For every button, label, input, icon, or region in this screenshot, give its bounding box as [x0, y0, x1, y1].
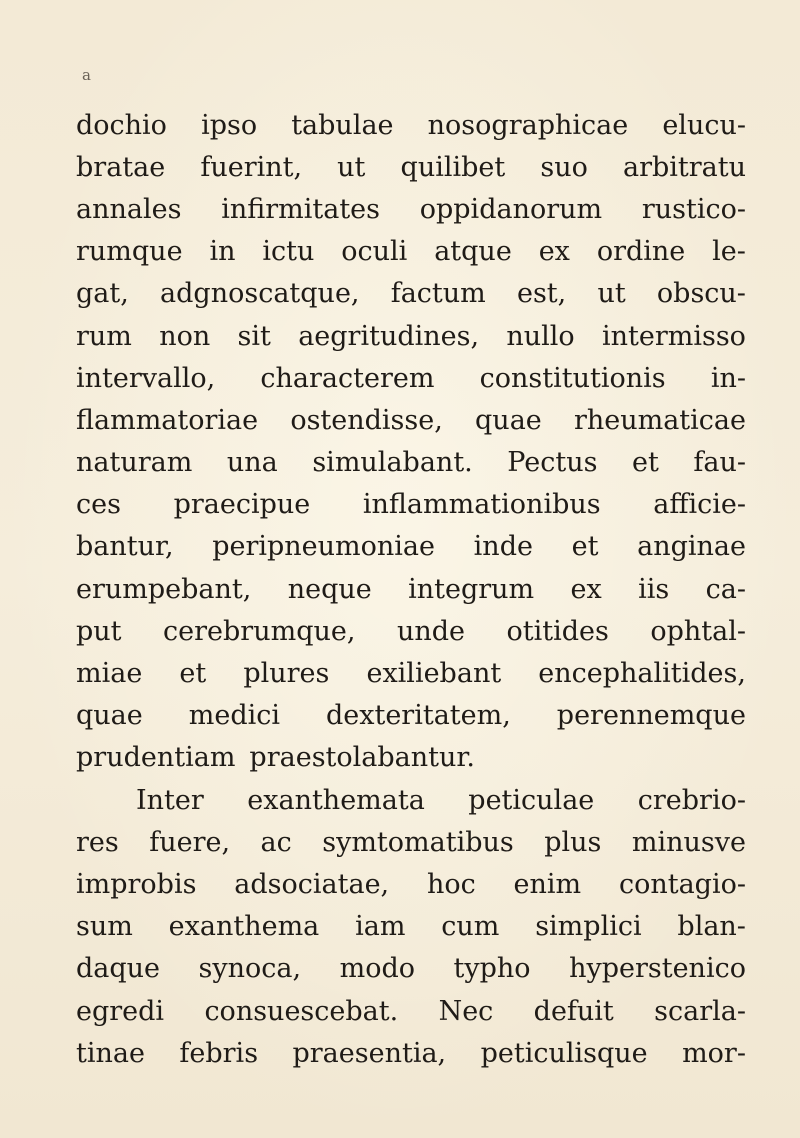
word: non	[159, 320, 211, 352]
word: annales	[76, 193, 182, 225]
word: quilibet	[400, 151, 506, 183]
word: ex	[570, 573, 602, 605]
body-text	[76, 104, 746, 1074]
word: rum	[76, 320, 132, 352]
word: modo	[339, 953, 416, 985]
word: aegritudines,	[298, 320, 480, 352]
word: praestolabantur.	[249, 742, 475, 774]
word: rumque	[76, 236, 183, 268]
word: egredi	[76, 995, 165, 1027]
text-line	[76, 652, 746, 694]
word: peticulisque	[480, 1037, 648, 1069]
word: anginae	[637, 531, 746, 563]
word: oculi	[341, 236, 408, 268]
word: ostendisse,	[290, 404, 443, 436]
text-line	[76, 863, 746, 905]
word: encephalitides,	[538, 658, 746, 690]
text-line	[76, 737, 746, 779]
word: ophtal-	[650, 615, 746, 647]
text-line	[76, 1032, 746, 1074]
word: enim	[513, 868, 582, 900]
word: hyperstenico	[569, 953, 746, 985]
word: le-	[712, 236, 746, 268]
word: res	[76, 826, 119, 858]
word: unde	[396, 615, 465, 647]
word: afficie-	[653, 489, 746, 521]
word: ictu	[262, 236, 315, 268]
text-line	[76, 146, 746, 188]
word: sum	[76, 911, 133, 943]
word: plus	[544, 826, 602, 858]
word: simplici	[535, 911, 642, 943]
word: quae	[76, 700, 143, 732]
word: exiliebant	[366, 658, 502, 690]
word: integrum	[408, 573, 535, 605]
text-line	[76, 779, 746, 821]
text-line	[76, 821, 746, 863]
word: iis	[638, 573, 670, 605]
word: consuescebat.	[204, 995, 399, 1027]
word: atque	[434, 236, 512, 268]
text-line	[76, 357, 746, 399]
word: medici	[188, 700, 280, 732]
word: factum	[390, 278, 486, 310]
word: put	[76, 615, 122, 647]
word: sit	[237, 320, 271, 352]
text-line	[76, 399, 746, 441]
word: nosographicae	[427, 109, 629, 141]
word: simulabant.	[312, 447, 473, 479]
word: ac	[260, 826, 292, 858]
word: ex	[538, 236, 570, 268]
word: exanthema	[168, 911, 320, 943]
word: adgnoscatque,	[160, 278, 360, 310]
word: cerebrumque,	[163, 615, 356, 647]
word: erumpebant,	[76, 573, 252, 605]
word: ut	[597, 278, 626, 310]
word: praesentia,	[292, 1037, 447, 1069]
word: otitides	[506, 615, 609, 647]
word: obscu-	[656, 278, 746, 310]
text-line	[76, 273, 746, 315]
word: rustico-	[641, 193, 746, 225]
text-line	[76, 948, 746, 990]
word: plures	[243, 658, 330, 690]
word: improbis	[76, 868, 197, 900]
word: fuerint,	[200, 151, 303, 183]
word: ca-	[705, 573, 746, 605]
word: suo	[540, 151, 588, 183]
word: neque	[287, 573, 372, 605]
word: peripneumoniae	[212, 531, 436, 563]
word: inde	[473, 531, 533, 563]
word: praecipue	[173, 489, 311, 521]
word: cum	[441, 911, 500, 943]
word: crebrio-	[637, 784, 746, 816]
word: Nec	[438, 995, 494, 1027]
word: adsociatae,	[234, 868, 390, 900]
word: intermisso	[601, 320, 746, 352]
text-line	[76, 188, 746, 230]
word: fau-	[693, 447, 746, 479]
word: dexteritatem,	[325, 700, 511, 732]
word: blan-	[677, 911, 746, 943]
word: nullo	[506, 320, 575, 352]
word: constitutionis	[479, 362, 666, 394]
text-line	[76, 906, 746, 948]
text-line	[76, 526, 746, 568]
word: tabulae	[291, 109, 394, 141]
word: contagio-	[618, 868, 746, 900]
word: naturam	[76, 447, 193, 479]
word: ces	[76, 489, 121, 521]
word: infirmitates	[221, 193, 380, 225]
word: iam	[355, 911, 406, 943]
word: una	[226, 447, 278, 479]
word: mor-	[682, 1037, 746, 1069]
word: oppidanorum	[419, 193, 603, 225]
word: typho	[453, 953, 531, 985]
word: characterem	[260, 362, 435, 394]
word: peticulae	[468, 784, 595, 816]
text-line	[76, 442, 746, 484]
word: daque	[76, 953, 161, 985]
word: perennemque	[556, 700, 746, 732]
word: inflammationibus	[362, 489, 601, 521]
word: ut	[337, 151, 366, 183]
word: scarla-	[654, 995, 746, 1027]
word: exanthemata	[247, 784, 425, 816]
text-line	[76, 568, 746, 610]
word: defuit	[533, 995, 614, 1027]
word: minusve	[631, 826, 746, 858]
word: est,	[516, 278, 567, 310]
word: et	[571, 531, 599, 563]
word: intervallo,	[76, 362, 216, 394]
word: et	[632, 447, 659, 479]
word: dochio	[76, 109, 167, 141]
word: febris	[179, 1037, 259, 1069]
word: arbitratu	[622, 151, 746, 183]
word: in	[209, 236, 236, 268]
signature-mark: a	[82, 66, 91, 84]
word: prudentiam	[76, 742, 236, 774]
text-line	[76, 104, 746, 146]
word: tinae	[76, 1037, 145, 1069]
word: hoc	[426, 868, 476, 900]
text-line	[76, 231, 746, 273]
word: bratae	[76, 151, 166, 183]
word: fuere,	[149, 826, 231, 858]
word: symtomatibus	[322, 826, 514, 858]
word: quae	[475, 404, 542, 436]
text-line	[76, 695, 746, 737]
word: in-	[710, 362, 746, 394]
word: synoca,	[198, 953, 302, 985]
word: ipso	[201, 109, 258, 141]
text-line	[76, 990, 746, 1032]
word: flammatoriae	[76, 404, 259, 436]
word: Inter	[136, 784, 204, 816]
word: miae	[76, 658, 143, 690]
word: et	[179, 658, 207, 690]
text-line	[76, 315, 746, 357]
text-line	[76, 610, 746, 652]
text-line	[76, 484, 746, 526]
word: Pectus	[507, 447, 598, 479]
word: elucu-	[662, 109, 746, 141]
word: rheumaticae	[573, 404, 746, 436]
word: ordine	[596, 236, 686, 268]
word: bantur,	[76, 531, 174, 563]
word: gat,	[76, 278, 129, 310]
